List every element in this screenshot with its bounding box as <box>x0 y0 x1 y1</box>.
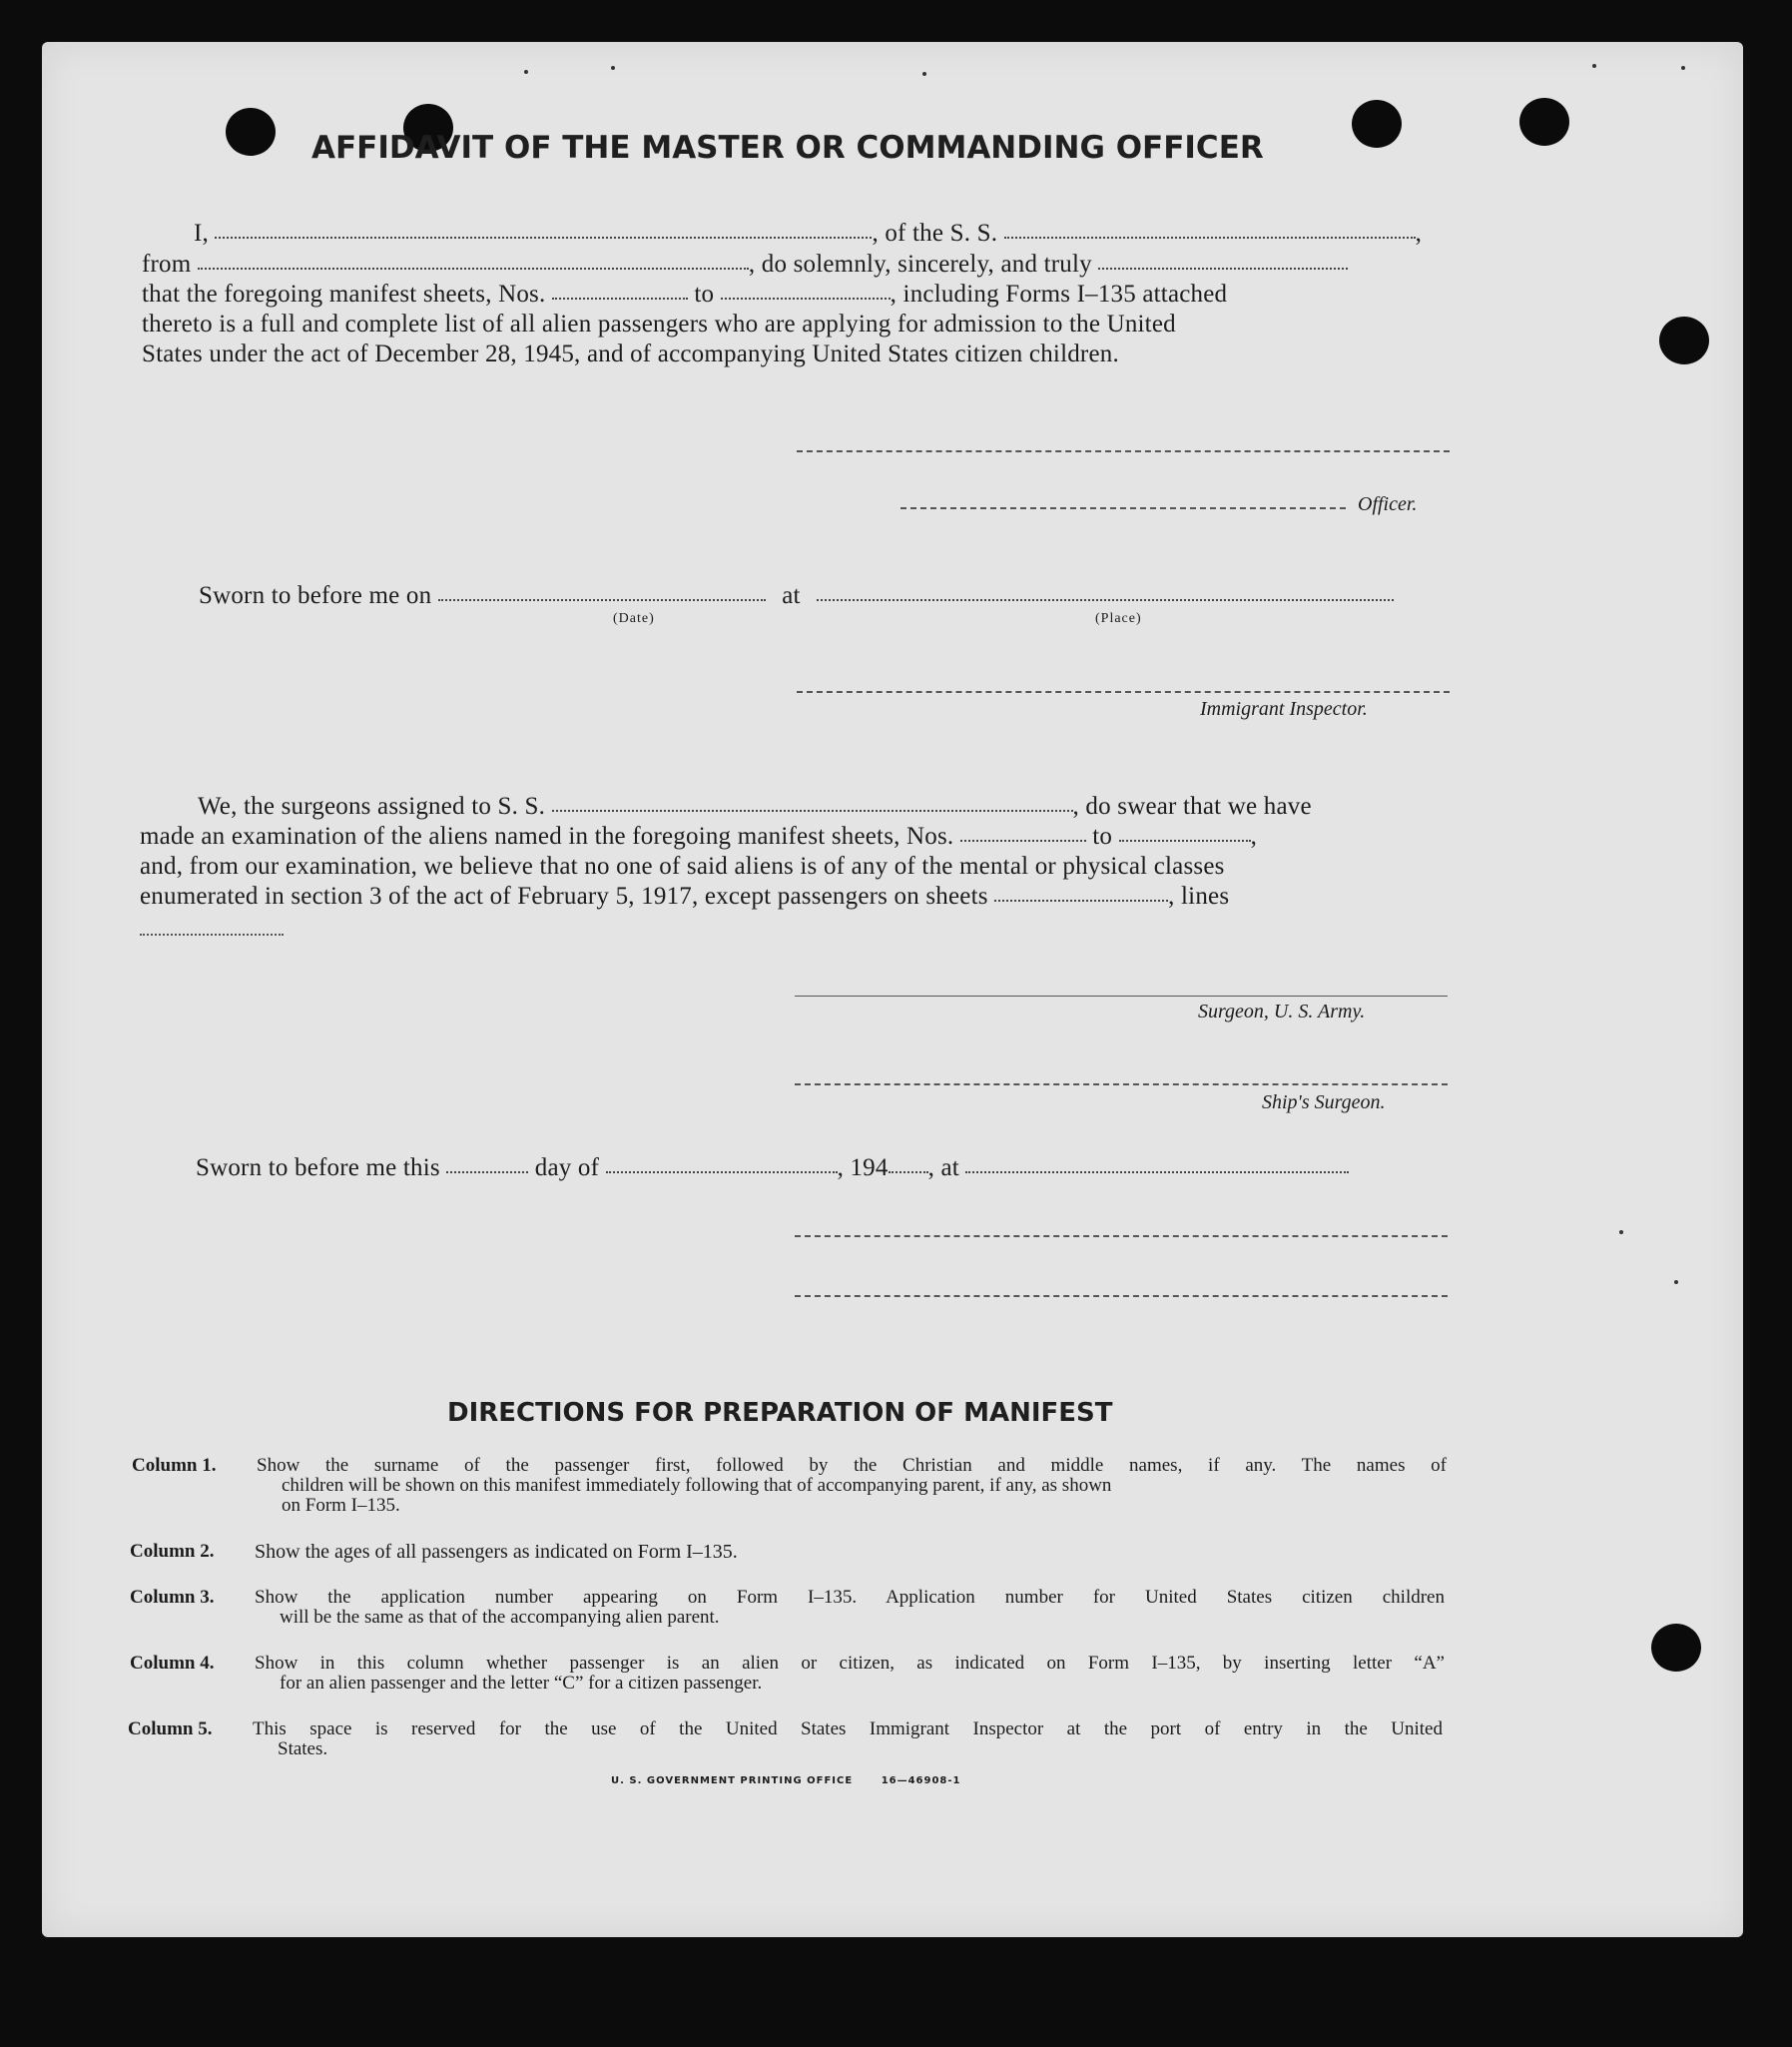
surgeons-text: made an examination of the aliens named in the foregoing manifest sheets, Nos. <box>140 823 954 850</box>
signature-line[interactable] <box>797 450 1450 452</box>
inspector-label: Immigrant Inspector. <box>1200 698 1368 720</box>
speck <box>1619 1230 1623 1234</box>
form-code: 16—46908-1 <box>881 1775 961 1786</box>
signature-line[interactable] <box>795 1295 1448 1297</box>
army-surgeon-label: Surgeon, U. S. Army. <box>1198 1001 1366 1023</box>
column-label: Column 5. <box>128 1718 213 1739</box>
affidavit-text: , <box>1415 220 1423 247</box>
column-text-line: for an alien passenger and the letter “C” for a citizen passenger. <box>280 1673 763 1694</box>
surgeons-text: enumerated in section 3 of the act of February 5, 1917, except passengers on sheets <box>140 883 988 910</box>
lines-field[interactable] <box>140 934 284 936</box>
year-field[interactable] <box>889 1171 928 1173</box>
sworn-text: , at <box>927 1154 959 1181</box>
except-sheets-field[interactable] <box>994 900 1168 902</box>
surgeons-text: We, the surgeons assigned to S. S. <box>198 793 546 820</box>
surgeons-text: to <box>1092 823 1113 850</box>
affidavit-line-4: thereto is a full and complete list of all alien passengers who are applying for admission to the United <box>142 311 1176 338</box>
column-text-line: Show in this column whether passenger is an alien or citizen, as indicated on Form I–135, by inserting letter “A” <box>255 1653 1445 1674</box>
affidavit-text: , do solemnly, sincerely, and truly <box>748 251 1092 278</box>
signature-line[interactable] <box>795 1235 1448 1237</box>
officer-signature-line[interactable] <box>900 507 1346 509</box>
column-text-line: children will be shown on this manifest immediately following that of accompanying parent, if any, as shown <box>282 1475 1112 1496</box>
column-text-line: will be the same as that of the accompanying alien parent. <box>280 1607 720 1628</box>
affidavit-line-5: States under the act of December 28, 1945, and of accompanying United States citizen children. <box>142 341 1119 367</box>
sworn-text: Sworn to before me this <box>196 1154 440 1181</box>
affidavit-text: to <box>694 281 715 308</box>
affidavit-text: that the foregoing manifest sheets, Nos. <box>142 281 546 308</box>
day-field[interactable] <box>446 1171 528 1173</box>
surgeon-ship-field[interactable] <box>552 810 1073 812</box>
column-text-line: Show the application number appearing on Form I–135. Application number for United States citizen children <box>255 1587 1445 1608</box>
punch-hole <box>1519 98 1569 146</box>
sworn-place-field[interactable] <box>965 1171 1349 1173</box>
affidavit-title: AFFIDAVIT OF THE MASTER OR COMMANDING OFFICER <box>311 130 1264 166</box>
surgeons-line-4 <box>140 883 1229 911</box>
sheet-from-field[interactable] <box>552 298 688 300</box>
date-label: (Date) <box>613 611 655 626</box>
speck <box>1674 1280 1678 1284</box>
ship-surgeon-label: Ship's Surgeon. <box>1262 1091 1386 1113</box>
surgeons-line-1 <box>198 793 1312 821</box>
column-label: Column 2. <box>130 1541 215 1562</box>
column-label: Column 1. <box>132 1455 217 1476</box>
ship-name-field[interactable] <box>1004 237 1416 239</box>
punch-hole <box>1651 1624 1701 1672</box>
speck <box>611 66 615 70</box>
place-label: (Place) <box>1095 611 1142 626</box>
punch-hole <box>1352 100 1402 148</box>
surgeon-sheet-from-field[interactable] <box>960 840 1086 842</box>
month-field[interactable] <box>606 1171 838 1173</box>
surgeon-sheet-to-field[interactable] <box>1119 840 1251 842</box>
date-field[interactable] <box>438 599 766 601</box>
affidavit-text: , including Forms I–135 attached <box>890 281 1228 308</box>
speck <box>922 72 926 76</box>
affidavit-text: from <box>142 251 192 278</box>
officer-label: Officer. <box>1358 493 1418 515</box>
column-text <box>253 1719 1443 1759</box>
speck <box>1592 64 1596 68</box>
sworn-text: day of <box>534 1154 600 1181</box>
punch-hole <box>1659 317 1709 364</box>
column-label: Column 3. <box>130 1587 215 1608</box>
affidavit-text: , of the S. S. <box>872 220 998 247</box>
sworn-this-day-line <box>196 1154 1349 1182</box>
speck <box>524 70 528 74</box>
surgeons-line-2 <box>140 823 1257 851</box>
inspector-signature-line[interactable] <box>797 691 1450 693</box>
column-text-line: Show the surname of the passenger first, followed by the Christian and middle names, if any. The names of <box>257 1455 1447 1476</box>
sworn-text: at <box>782 582 801 609</box>
column-text-line: This space is reserved for the use of the United States Immigrant Inspector at the port of entry in the United <box>253 1718 1443 1739</box>
column-text <box>255 1542 1445 1562</box>
affidavit-text: I, <box>194 220 209 247</box>
column-text <box>255 1588 1445 1628</box>
army-surgeon-signature-line[interactable] <box>795 996 1448 997</box>
column-text <box>257 1456 1447 1516</box>
column-text <box>255 1654 1445 1694</box>
place-field[interactable] <box>817 599 1394 601</box>
swear-field[interactable] <box>1098 268 1348 270</box>
affidavit-line-2 <box>142 251 1348 279</box>
column-text-line: on Form I–135. <box>282 1495 400 1516</box>
surgeons-text: , lines <box>1168 883 1230 910</box>
punch-hole <box>226 108 276 156</box>
ship-surgeon-signature-line[interactable] <box>795 1083 1448 1085</box>
sheet-to-field[interactable] <box>721 298 891 300</box>
form-page <box>42 42 1743 1937</box>
speck <box>1681 66 1685 70</box>
master-name-field[interactable] <box>215 237 872 239</box>
column-label: Column 4. <box>130 1653 215 1674</box>
affidavit-line-1 <box>194 220 1422 248</box>
sworn-text: Sworn to before me on <box>199 582 432 609</box>
surgeons-text: , <box>1250 823 1258 850</box>
printer-imprint <box>611 1775 961 1786</box>
directions-title: DIRECTIONS FOR PREPARATION OF MANIFEST <box>447 1398 1113 1428</box>
surgeons-text: , do swear that we have <box>1072 793 1312 820</box>
surgeons-line-3: and, from our examination, we believe that no one of said aliens is of any of the mental or physical classes <box>140 853 1225 880</box>
column-text-line: Show the ages of all passengers as indicated on Form I–135. <box>255 1541 738 1563</box>
column-text-line: States. <box>278 1738 328 1759</box>
sworn-text: , 194 <box>837 1154 889 1181</box>
sworn-before-line <box>199 582 1394 610</box>
port-from-field[interactable] <box>198 268 749 270</box>
printer-name: U. S. GOVERNMENT PRINTING OFFICE <box>611 1775 854 1786</box>
affidavit-line-3 <box>142 281 1227 309</box>
